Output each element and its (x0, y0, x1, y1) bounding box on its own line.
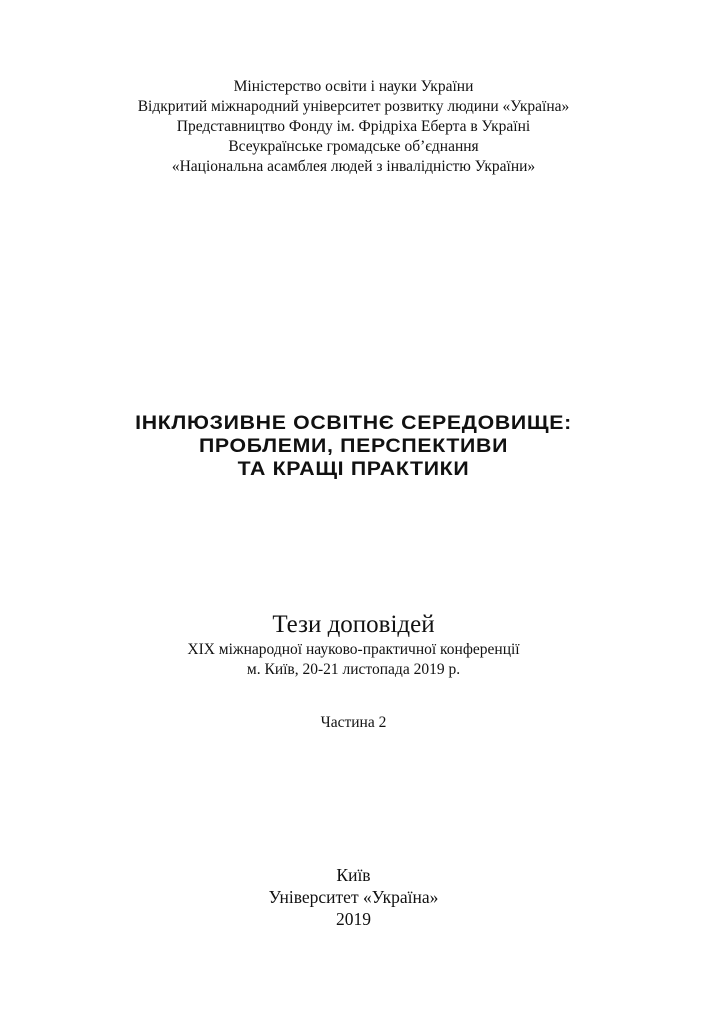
imprint-publisher: Університет «Україна» (268, 887, 439, 907)
organization-assembly: «Національна асамблея людей з інвалідністю України» (171, 158, 536, 175)
title-line-1: ІНКЛЮЗИВНЕ ОСВІТНЄ СЕРЕДОВИЩЕ: (135, 413, 572, 434)
conference-place-date: м. Київ, 20-21 листопада 2019 р. (246, 661, 461, 678)
imprint-year: 2019 (336, 909, 371, 929)
document-title (0, 412, 707, 481)
organization-foundation: Представництво Фонду ім. Фрідріха Еберта в Україні (176, 118, 531, 135)
organization-ministry: Міністерство освіти і науки України (233, 78, 474, 95)
document-subtitle: Тези доповідей (272, 611, 435, 638)
part-number: Частина 2 (320, 714, 387, 731)
imprint-city: Київ (336, 865, 371, 885)
organizations-block (0, 77, 707, 177)
imprint (0, 864, 707, 930)
title-line-3: ТА КРАЩІ ПРАКТИКИ (237, 459, 470, 480)
conference-info (0, 640, 707, 680)
organization-university: Відкритий міжнародний університет розвитку людини «Україна» (137, 98, 570, 115)
organization-association: Всеукраїнське громадське об’єднання (228, 138, 479, 155)
title-line-2: ПРОБЛЕМИ, ПЕРСПЕКТИВИ (198, 436, 509, 457)
conference-name: XIX міжнародної науково-практичної конференції (187, 641, 520, 658)
